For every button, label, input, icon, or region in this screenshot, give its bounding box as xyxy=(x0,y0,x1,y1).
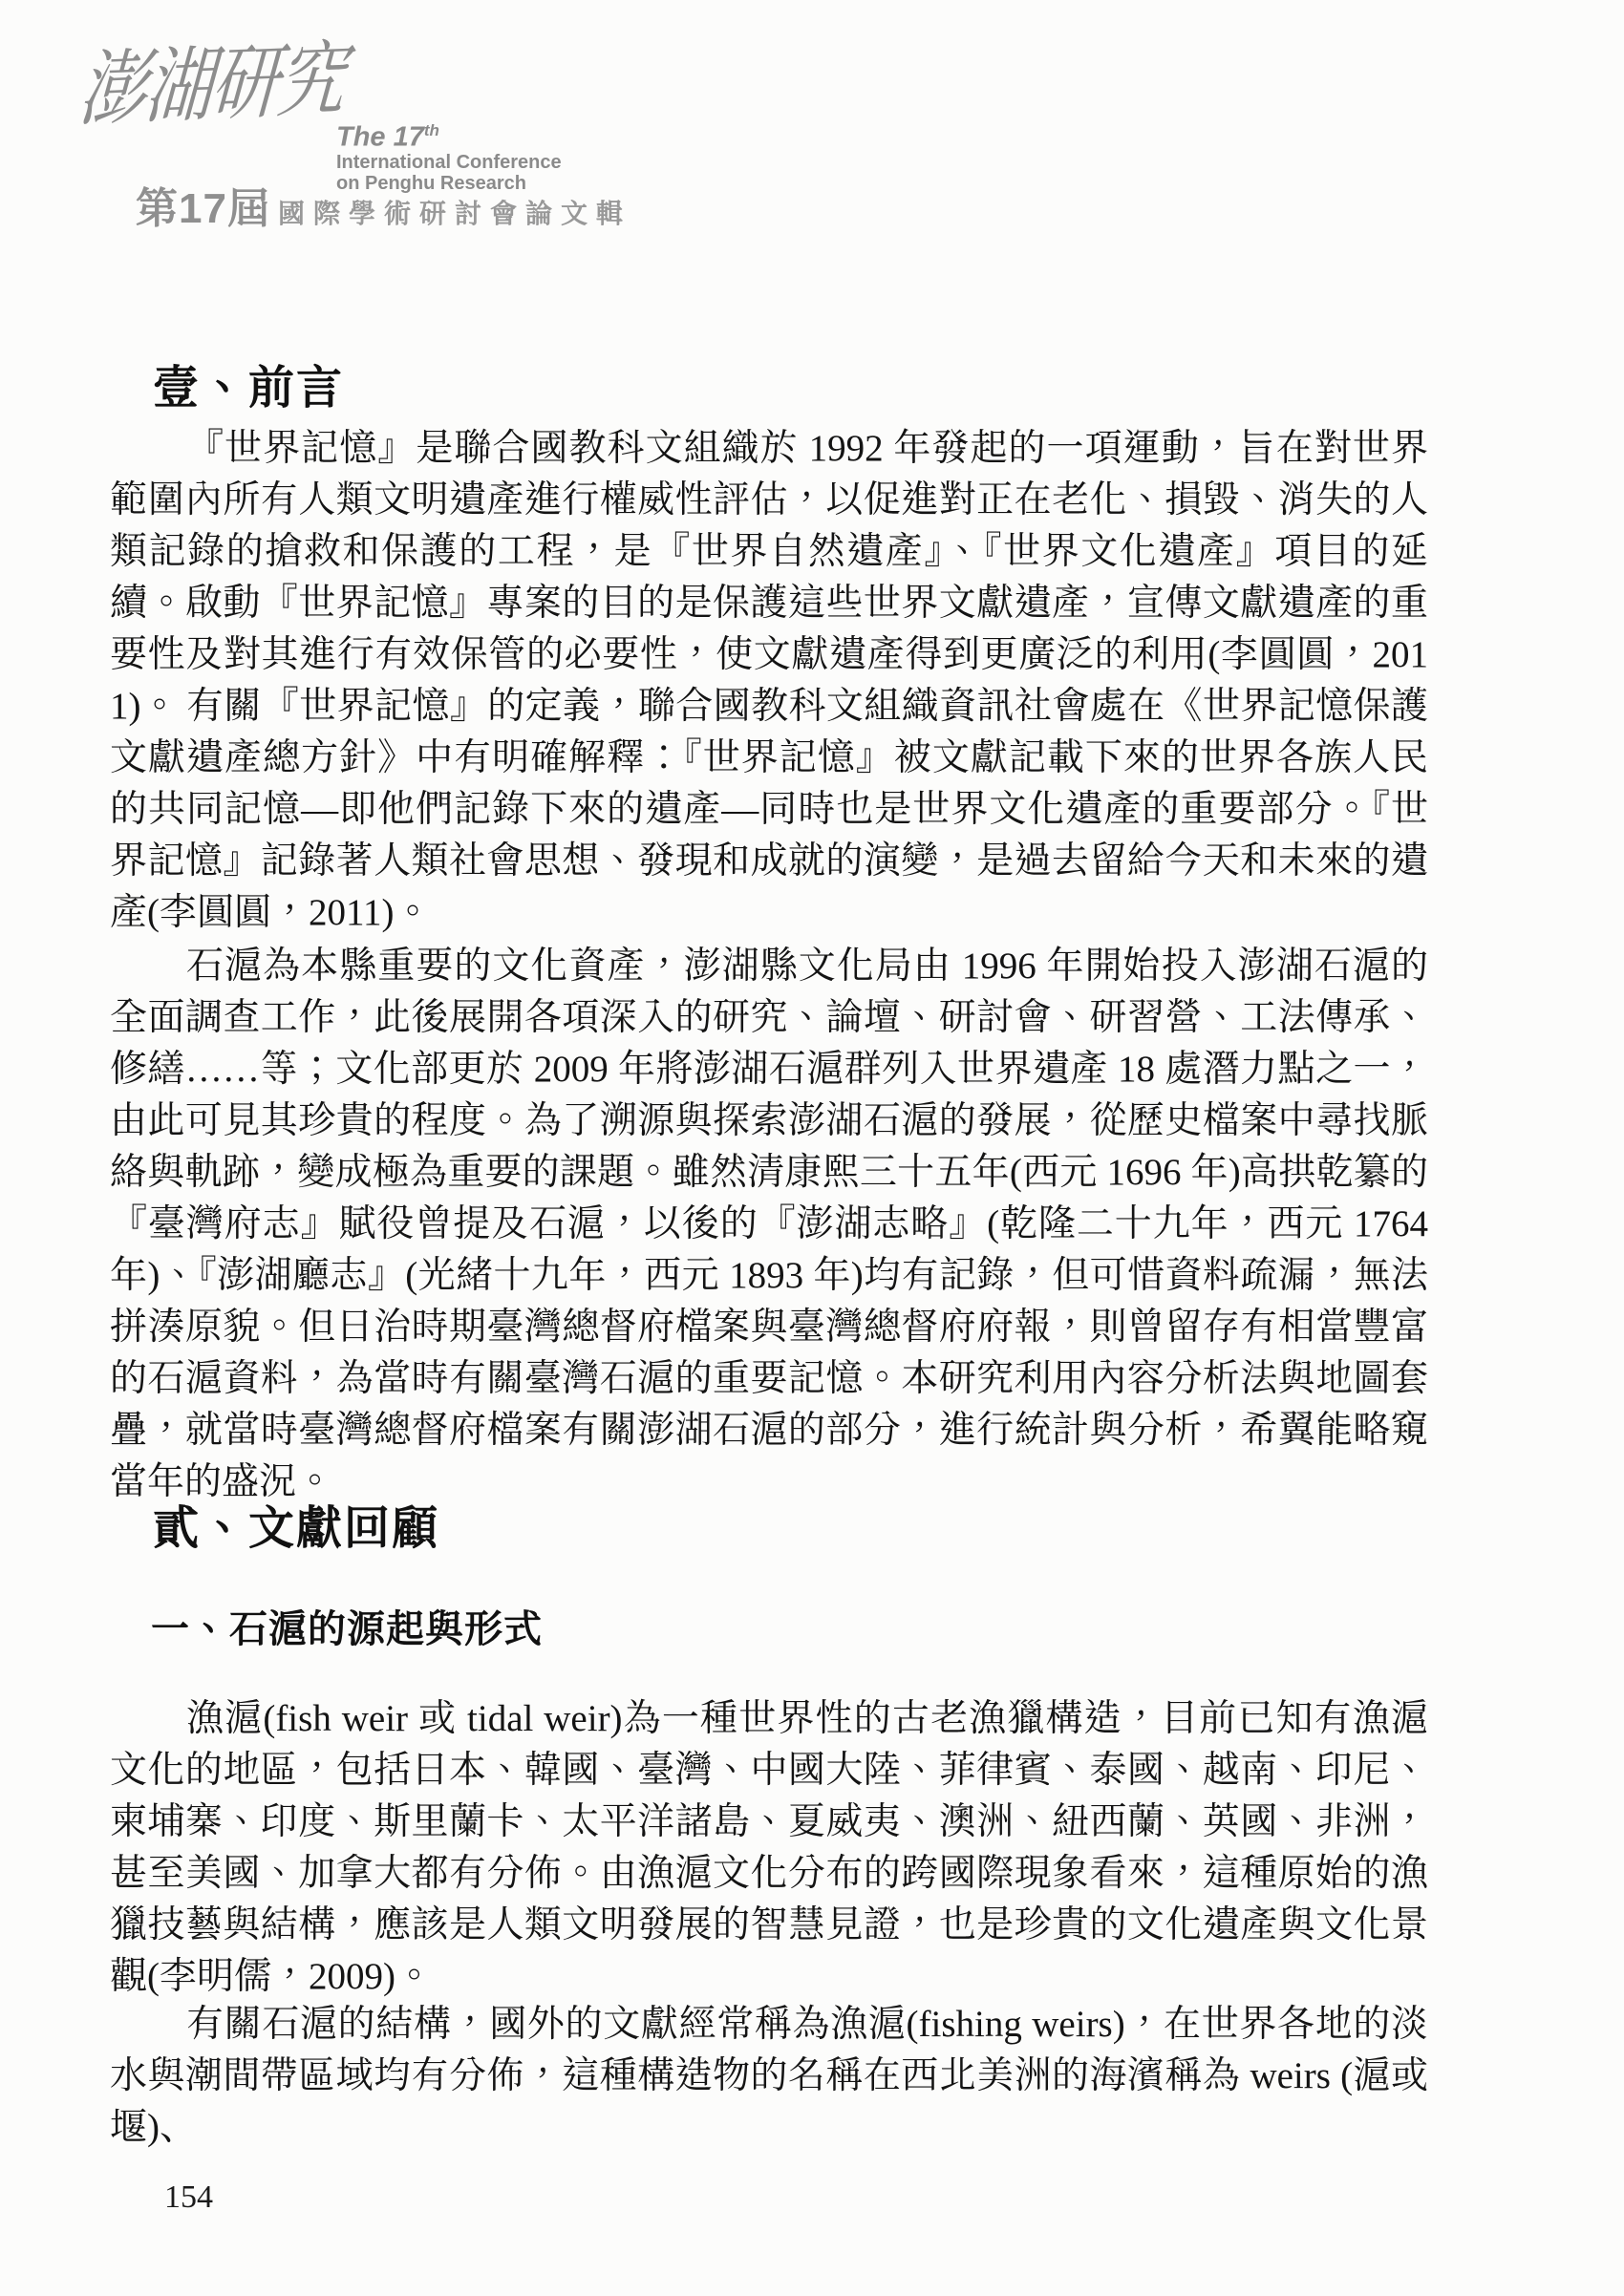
page-number: 154 xyxy=(164,2179,213,2215)
logo-en-line1: International Conference xyxy=(336,151,562,173)
paragraph-memory-of-world-origin: 『世界記憶』是聯合國教科文組織於 1992 年發起的一項運動，旨在對世界範圍內所有人類文明遺產進行權威性評估，以促進對正在老化、損毀、消失的人類記錄的搶救和保護的工程，是『世界自然遺產』、『世界文化遺產』項目的延續。啟動『世界記憶』專案的目的是保護這些世界文獻遺產，宣傳文獻遺產的重要性及對其進行有效保管的必要性，使文獻遺產得到更廣泛的利用(李圓圓，2011)。 xyxy=(110,428,1428,727)
paragraph-stone-weir-cultural-asset: 石滬為本縣重要的文化資產，澎湖縣文化局由 1996 年開始投入澎湖石滬的全面調查工作，此後展開各項深入的研究、論壇、研討會、研習營、工法傳承、修繕……等；文化部更於 2009 年將澎湖石滬群列入世界遺產 18 處潛力點之一，由此可見其珍貴的程度。為了溯源與探索澎湖石滬的發展，從歷史檔案中尋找脈絡與軌跡，變成極為重要的課題。雖然清康熙三十五年(西元 1696 年)高拱乾纂的『臺灣府志』賦役曾提及石滬，以後的『澎湖志略』(乾隆二十九年，西元 1764 年)、『澎湖廳志』(光緒十九年，西元 1893 年)均有記錄，但可惜資料疏漏，無法拼湊原貌。但日治時期臺灣總督府檔案與臺灣總督府府報，則曾留存有相當豐富的石滬資料，為當時有關臺灣石滬的重要記憶。本研究利用內容分析法與地圖套疊，就當時臺灣總督府檔案有關澎湖石滬的部分，進行統計與分析，希翼能略窺當年的盛況。 xyxy=(110,946,1428,1502)
section-heading-literature-review: 貳、文獻回顧 xyxy=(153,1503,440,1554)
subsection-heading-weir-origin-and-form: 一、石滬的源起與形式 xyxy=(151,1607,543,1650)
logo-zh-series: 國際學術研討會論文輯 xyxy=(277,199,631,228)
section-heading-introduction: 壹、前言 xyxy=(153,363,345,414)
paragraph-fish-weir-worldwide: 漁滬(fish weir 或 tidal weir)為一種世界性的古老漁獵構造，目前已知有漁滬文化的地區，包括日本、韓國、臺灣、中國大陸、菲律賓、泰國、越南、印尼、柬埔寨、印度、斯里蘭卡、太平洋諸島、夏威夷、澳洲、紐西蘭、英國、非洲，甚至美國、加拿大都有分佈。由漁滬文化分布的跨國際現象看來，這種原始的漁獵技藝與結構，應該是人類文明發展的智慧見證，也是珍貴的文化遺產與文化景觀(李明儒，2009)。 xyxy=(110,1698,1428,1997)
logo-en-ordinal-suffix: th xyxy=(423,121,439,139)
paragraph-memory-of-world-definition: 有關『世界記憶』的定義，聯合國教科文組織資訊社會處在《世界記憶保護文獻遺產總方針》中有明確解釋：『世界記憶』被文獻記載下來的世界各族人民的共同記憶—即他們記錄下來的遺產—同時也是世界文化遺產的重要部分。『世界記憶』記錄著人類社會思想、發現和成就的演變，是過去留給今天和未來的遺產(李圓圓，2011)。 xyxy=(110,686,1428,933)
logo-en-edition: The 17th xyxy=(336,121,439,153)
logo-chinese-subtitle xyxy=(136,174,631,235)
logo-zh-edition: 第17屆 xyxy=(136,185,270,232)
paragraph-fishing-weirs-terminology: 有關石滬的結構，國外的文獻經常稱為漁滬(fishing weirs)，在世界各地的淡水與潮間帶區域均有分佈，這種構造物的名稱在西北美洲的海濱稱為 weirs (滬或堰)、 xyxy=(110,2004,1428,2148)
logo-calligraphy-penghu-research: 澎湖研究 xyxy=(75,32,348,138)
logo-en-line2: on Penghu Research xyxy=(336,172,526,194)
